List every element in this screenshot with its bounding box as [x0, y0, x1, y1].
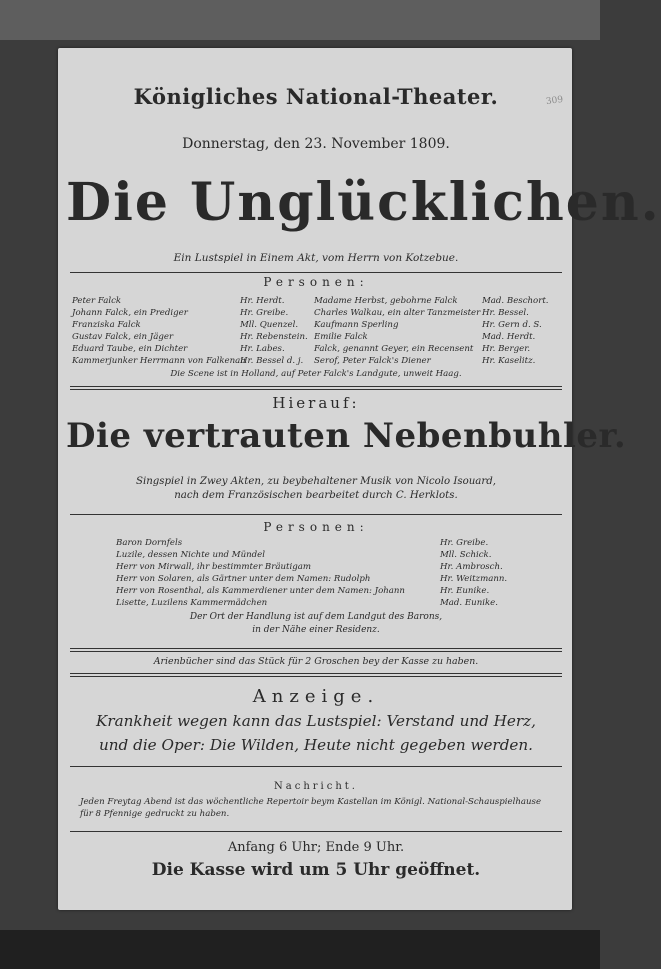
cast-role: Charles Walkau, ein alter Tanzmeister	[314, 308, 481, 318]
cast-actor: Hr. Gern d. S.	[482, 320, 542, 330]
playbill-content	[66, 56, 661, 902]
cast-role: Herr von Mirwall, ihr bestimmter Bräutigam	[116, 562, 311, 572]
performance-times: Anfang 6 Uhr; Ende 9 Uhr.	[227, 840, 405, 855]
cast-actor: Hr. Greibe.	[440, 538, 489, 548]
play2-place: Der Ort der Handlung ist auf dem Landgut des Barons,	[189, 612, 443, 622]
cast-actor: Hr. Eunike.	[440, 586, 490, 596]
cast-role: Johann Falck, ein Prediger	[72, 308, 188, 318]
cast-actor: Mll. Schick.	[440, 550, 492, 560]
play2-place: in der Nähe einer Residenz.	[252, 625, 380, 635]
nachricht-text: für 8 Pfennige gedruckt zu haben.	[80, 809, 230, 819]
cast-role: Kaufmann Sperling	[314, 320, 399, 330]
performance-date: Donnerstag, den 23. November 1809.	[182, 136, 450, 152]
divider	[70, 272, 562, 273]
textbook-notice: Arienbücher sind das Stück für 2 Groschen bey der Kasse zu haben.	[153, 656, 479, 667]
cast-role: Lisette, Luzilens Kammermädchen	[116, 598, 268, 608]
cast-role: Franziska Falck	[72, 320, 141, 330]
scan-background-bottom	[0, 930, 600, 969]
cast-actor: Mad. Eunike.	[440, 598, 499, 608]
divider	[70, 673, 562, 677]
cast-actor: Hr. Berger.	[482, 344, 531, 354]
archive-stamp: 309	[545, 94, 564, 108]
divider	[70, 648, 562, 652]
cast-actor: Hr. Labes.	[240, 344, 285, 354]
divider	[70, 514, 562, 515]
cast-role: Herr von Solaren, als Gärtner unter dem Namen: Rudolph	[116, 574, 371, 584]
divider	[70, 766, 562, 767]
cast-actor: Hr. Bessel.	[482, 308, 529, 318]
nachricht-text: Jeden Freytag Abend ist das wöchentliche Repertoir beym Kastellan im Königl. National-Schauspielhause	[80, 797, 542, 807]
cast-actor: Mad. Beschort.	[482, 296, 549, 306]
play2-subtitle: nach dem Französischen bearbeitet durch C. Herklots.	[174, 490, 458, 501]
box-office-notice: Die Kasse wird um 5 Uhr geöffnet.	[151, 860, 481, 880]
theater-name: Königliches National-Theater.	[133, 84, 499, 109]
play1-scene: Die Scene ist in Holland, auf Peter Falck's Landgute, unweit Haag.	[170, 369, 462, 379]
cast-actor: Hr. Greibe.	[240, 308, 289, 318]
anzeige-heading: Anzeige.	[252, 686, 380, 707]
cast-actor: Hr. Kaselitz.	[482, 356, 536, 366]
play2-cast-heading: Personen:	[263, 520, 369, 534]
play2-subtitle: Singspiel in Zwey Akten, zu beybehaltener Musik von Nicolo Isouard,	[135, 476, 497, 487]
cast-role: Gustav Falck, ein Jäger	[72, 332, 174, 342]
cast-role: Falck, genannt Geyer, ein Recensent	[314, 344, 474, 354]
cast-role: Herr von Rosenthal, als Kammerdiener unter dem Namen: Johann	[116, 586, 405, 596]
cast-actor: Mll. Quenzel.	[240, 320, 299, 330]
cast-role: Emilie Falck	[314, 332, 368, 342]
divider	[70, 831, 562, 832]
cast-role: Kammerjunker Herrmann von Falkenau	[72, 356, 246, 366]
cast-actor: Hr. Bessel d. j.	[240, 356, 304, 366]
cast-role: Madame Herbst, gebohrne Falck	[314, 296, 458, 306]
play1-cast-heading: Personen:	[263, 275, 369, 289]
anzeige-text: Krankheit wegen kann das Lustspiel: Verstand und Herz,	[95, 712, 537, 730]
divider	[70, 386, 562, 390]
nachricht-heading: Nachricht.	[274, 781, 358, 792]
cast-role: Peter Falck	[72, 296, 122, 306]
cast-actor: Hr. Herdt.	[240, 296, 285, 306]
cast-actor: Hr. Weitzmann.	[440, 574, 508, 584]
scan-background-top	[0, 0, 600, 40]
cast-role: Baron Dornfels	[116, 538, 183, 548]
play1-title: Die Unglücklichen.	[66, 172, 661, 233]
cast-actor: Hr. Rebenstein.	[240, 332, 308, 342]
cast-actor: Hr. Ambrosch.	[440, 562, 503, 572]
cast-role: Eduard Taube, ein Dichter	[72, 344, 188, 354]
cast-actor: Mad. Herdt.	[482, 332, 536, 342]
anzeige-text: und die Oper: Die Wilden, Heute nicht gegeben werden.	[98, 736, 534, 754]
play2-title: Die vertrauten Nebenbuhler.	[66, 416, 627, 456]
play2-intro: Hierauf:	[272, 394, 360, 412]
cast-role: Serof, Peter Falck's Diener	[314, 356, 431, 366]
cast-role: Luzile, dessen Nichte und Mündel	[116, 550, 265, 560]
play1-subtitle: Ein Lustspiel in Einem Akt, vom Herrn von Kotzebue.	[173, 252, 459, 264]
